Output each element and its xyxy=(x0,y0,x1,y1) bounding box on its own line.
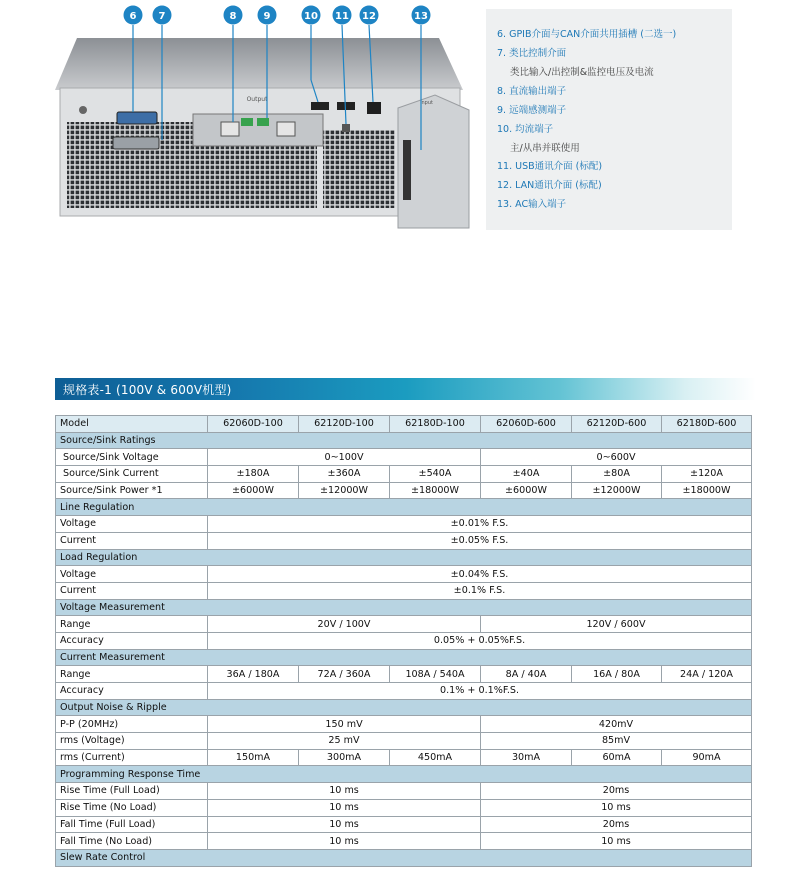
dc-output-terminal-neg xyxy=(221,122,239,136)
table-cell: 60mA xyxy=(572,749,662,766)
output-label: Output xyxy=(246,96,268,103)
header-model-col: 62060D-600 xyxy=(481,416,572,433)
table-row xyxy=(56,733,752,750)
table-cell: ±6000W xyxy=(481,482,572,499)
table-cell: ±40A xyxy=(481,466,572,483)
section-label: Output Noise & Ripple xyxy=(56,699,752,716)
ground-screw-icon xyxy=(79,106,87,114)
row-label: Source/Sink Voltage xyxy=(56,449,208,466)
legend-subitem: 类比输入/出控制&监控电压及电流 xyxy=(510,67,654,78)
legend-item: 10. 均流端子 xyxy=(497,124,554,135)
table-cell: 10 ms xyxy=(481,799,752,816)
section-banner xyxy=(55,378,756,400)
current-share-port-2 xyxy=(337,102,355,110)
table-cell: 0.1% + 0.1%F.S. xyxy=(208,683,752,700)
table-row xyxy=(56,833,752,850)
section-label: Line Regulation xyxy=(56,499,752,516)
ac-input-bracket xyxy=(403,140,411,200)
table-row xyxy=(56,783,752,800)
table-cell: 10 ms xyxy=(208,816,481,833)
table-section-row xyxy=(56,499,752,516)
table-cell: ±18000W xyxy=(662,482,752,499)
table-cell: ±0.05% F.S. xyxy=(208,532,752,549)
lan-port xyxy=(367,102,381,114)
table-row xyxy=(56,799,752,816)
table-cell: ±12000W xyxy=(572,482,662,499)
table-section-row xyxy=(56,649,752,666)
legend-item: 9. 远端感测端子 xyxy=(497,105,567,116)
section-label: Voltage Measurement xyxy=(56,599,752,616)
section-title: 规格表-1 (100V & 600V机型) xyxy=(63,383,232,397)
row-label: rms (Voltage) xyxy=(56,733,208,750)
table-row xyxy=(56,449,752,466)
table-cell: 10 ms xyxy=(481,833,752,850)
row-label: Fall Time (No Load) xyxy=(56,833,208,850)
table-cell: 85mV xyxy=(481,733,752,750)
row-label: Current xyxy=(56,532,208,549)
table-row xyxy=(56,516,752,533)
table-cell: 16A / 80A xyxy=(572,666,662,683)
row-label: Source/Sink Current xyxy=(56,466,208,483)
header-model-col: 62120D-600 xyxy=(572,416,662,433)
current-share-port xyxy=(311,102,329,110)
legend-subitem: 主/从串并联使用 xyxy=(510,143,580,154)
table-row xyxy=(56,566,752,583)
section-label: Current Measurement xyxy=(56,649,752,666)
table-section-row xyxy=(56,849,752,866)
row-label: Range xyxy=(56,666,208,683)
legend-item: 11. USB通讯介面 (标配) xyxy=(497,161,603,172)
row-label: Voltage xyxy=(56,566,208,583)
table-row xyxy=(56,532,752,549)
callout-8: 8 xyxy=(229,11,237,22)
table-cell: 10 ms xyxy=(208,799,481,816)
table-section-row xyxy=(56,549,752,566)
table-cell: ±360A xyxy=(299,466,390,483)
callout-10: 10 xyxy=(304,11,318,22)
table-row xyxy=(56,666,752,683)
dc-output-terminal-pos xyxy=(277,122,295,136)
legend-item: 13. AC输入端子 xyxy=(497,199,567,210)
table-cell: 0~600V xyxy=(481,449,752,466)
table-cell: 20ms xyxy=(481,816,752,833)
spec-table xyxy=(55,415,752,867)
header-model-col: 62180D-600 xyxy=(662,416,752,433)
table-cell: 150 mV xyxy=(208,716,481,733)
callout-9: 9 xyxy=(263,11,271,22)
row-label: Accuracy xyxy=(56,632,208,649)
table-section-row xyxy=(56,432,752,449)
row-label: Voltage xyxy=(56,516,208,533)
gpib-connector xyxy=(117,112,157,124)
table-section-row xyxy=(56,599,752,616)
vent-grille-right xyxy=(323,130,395,208)
table-cell: 25 mV xyxy=(208,733,481,750)
section-label: Load Regulation xyxy=(56,549,752,566)
table-cell: 90mA xyxy=(662,749,752,766)
table-cell: 0~100V xyxy=(208,449,481,466)
table-cell: ±0.04% F.S. xyxy=(208,566,752,583)
table-cell: 300mA xyxy=(299,749,390,766)
header-model-col: 62180D-100 xyxy=(390,416,481,433)
legend-item: 7. 类比控制介面 xyxy=(497,48,567,59)
table-section-row xyxy=(56,766,752,783)
table-row xyxy=(56,582,752,599)
table-cell: 20V / 100V xyxy=(208,616,481,633)
table-header-row xyxy=(56,416,752,433)
header-model-col: 62120D-100 xyxy=(299,416,390,433)
header-model-col: 62060D-100 xyxy=(208,416,299,433)
row-label: Accuracy xyxy=(56,683,208,700)
chassis-top xyxy=(55,38,463,90)
legend-item: 12. LAN通讯介面 (标配) xyxy=(497,180,602,191)
table-cell: ±18000W xyxy=(390,482,481,499)
row-label: Fall Time (Full Load) xyxy=(56,816,208,833)
table-cell: ±120A xyxy=(662,466,752,483)
callout-legend-panel xyxy=(486,9,732,230)
table-cell: 420mV xyxy=(481,716,752,733)
row-label: Source/Sink Power *1 xyxy=(56,482,208,499)
table-cell: ±12000W xyxy=(299,482,390,499)
table-cell: 10 ms xyxy=(208,833,481,850)
section-label: Programming Response Time xyxy=(56,766,752,783)
table-cell: 24A / 120A xyxy=(662,666,752,683)
table-cell: 120V / 600V xyxy=(481,616,752,633)
table-cell: 10 ms xyxy=(208,783,481,800)
table-cell: 36A / 180A xyxy=(208,666,299,683)
device-rear-panel-image xyxy=(55,0,475,235)
table-cell: 30mA xyxy=(481,749,572,766)
table-row xyxy=(56,466,752,483)
table-row xyxy=(56,683,752,700)
table-cell: ±540A xyxy=(390,466,481,483)
table-row xyxy=(56,632,752,649)
input-label: Input xyxy=(420,100,433,106)
table-row xyxy=(56,749,752,766)
table-cell: 108A / 540A xyxy=(390,666,481,683)
callout-12: 12 xyxy=(362,11,376,22)
table-section-row xyxy=(56,699,752,716)
row-label: Range xyxy=(56,616,208,633)
table-cell: ±0.01% F.S. xyxy=(208,516,752,533)
legend-item: 6. GPIB介面与CAN介面共用插槽 (二选一) xyxy=(497,29,677,40)
row-label: P-P (20MHz) xyxy=(56,716,208,733)
sense-terminal-2 xyxy=(257,118,269,126)
table-cell: ±180A xyxy=(208,466,299,483)
legend-item: 8. 直流输出端子 xyxy=(497,86,567,97)
table-cell: 150mA xyxy=(208,749,299,766)
table-cell: 72A / 360A xyxy=(299,666,390,683)
table-row xyxy=(56,482,752,499)
analog-connector xyxy=(113,137,159,149)
section-label: Slew Rate Control xyxy=(56,849,752,866)
row-label: Current xyxy=(56,582,208,599)
callout-7: 7 xyxy=(158,11,166,22)
row-label: Rise Time (Full Load) xyxy=(56,783,208,800)
table-cell: 20ms xyxy=(481,783,752,800)
usb-port xyxy=(342,124,350,132)
row-label: rms (Current) xyxy=(56,749,208,766)
table-cell: 0.05% + 0.05%F.S. xyxy=(208,632,752,649)
table-cell: ±0.1% F.S. xyxy=(208,582,752,599)
callout-13: 13 xyxy=(414,11,428,22)
table-cell: ±80A xyxy=(572,466,662,483)
callout-badges xyxy=(124,6,431,25)
callout-11: 11 xyxy=(335,11,349,22)
table-cell: 8A / 40A xyxy=(481,666,572,683)
table-row xyxy=(56,816,752,833)
table-cell: ±6000W xyxy=(208,482,299,499)
row-label: Rise Time (No Load) xyxy=(56,799,208,816)
callout-6: 6 xyxy=(129,11,137,22)
header-model: Model xyxy=(56,416,208,433)
table-row xyxy=(56,716,752,733)
table-cell: 450mA xyxy=(390,749,481,766)
sense-terminal-1 xyxy=(241,118,253,126)
section-label: Source/Sink Ratings xyxy=(56,432,752,449)
table-row xyxy=(56,616,752,633)
